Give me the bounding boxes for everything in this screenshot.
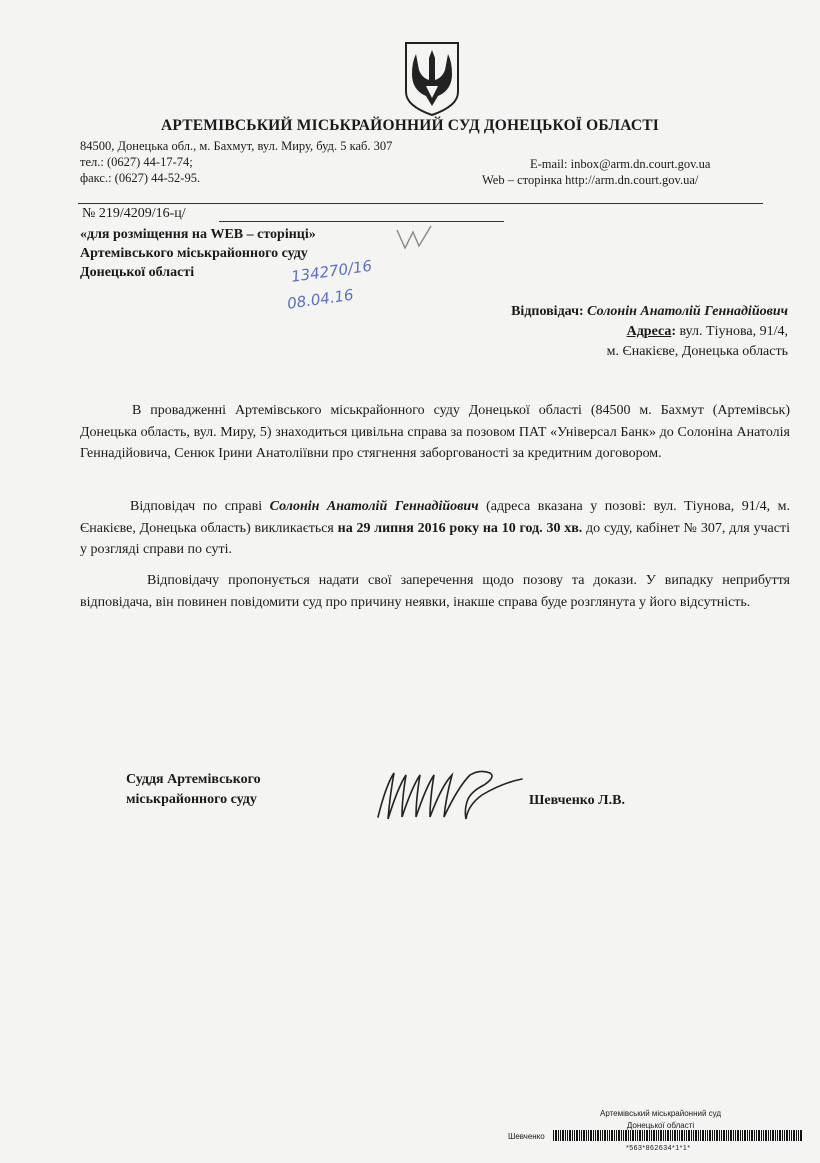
judge-title-line2: міськрайонного суду bbox=[126, 792, 257, 807]
court-fax: факс.: (0627) 44-52-95. bbox=[80, 171, 201, 185]
respondent-block bbox=[511, 302, 788, 362]
respondent-label: Відповідач: bbox=[511, 304, 584, 319]
summons-location: до суду, кабінет № 307, для участі у розгляді справи по суті. bbox=[80, 520, 790, 557]
case-number: № 219/4209/16-ц/ bbox=[82, 206, 186, 221]
incoming-stamp-date: 08.04.16 bbox=[286, 285, 355, 313]
paragraph-summons bbox=[80, 496, 790, 561]
court-email: E-mail: inbox@arm.dn.court.gov.ua bbox=[530, 157, 711, 171]
respondent-address-line2: м. Єнакієве, Донецька область bbox=[606, 344, 788, 359]
summons-respondent-name: Солонін Анатолій Геннадійович bbox=[269, 499, 479, 514]
court-website: Web – сторінка http://arm.dn.court.gov.ua/ bbox=[482, 173, 699, 187]
paragraph-instructions: Відповідачу пропонується надати свої заперечення щодо позову та докази. У випадку неприбуття відповідача, він повинен повідомити суд про причину неявки, інакше справа буде розглянута у його відсутність. bbox=[80, 573, 790, 610]
barcode-code: *563*862634*1*1* bbox=[626, 1145, 691, 1152]
barcode-icon bbox=[553, 1130, 803, 1141]
header-divider bbox=[78, 203, 763, 204]
web-placement-line1: «для розміщення на WEB – сторінці» bbox=[80, 227, 316, 242]
judge-name: Шевченко Л.В. bbox=[529, 793, 625, 808]
handwritten-signature bbox=[372, 765, 532, 825]
web-placement-line2: Артемівського міськрайонного суду bbox=[80, 246, 308, 261]
paragraph-case-description: В провадженні Артемівського міськрайонного суду Донецької області (84500 м. Бахмут (Артемівськ) Донецька область, вул. Миру, 5) знаходиться цивільна справа за позовом ПАТ «Універсал Банк» до Солоніна Анатолія Геннадійовича, Сенюк Ірини Анатоліївни про стягнення заборгованості за кредитним договором. bbox=[80, 403, 790, 461]
footer-name: Шевченко bbox=[508, 1132, 545, 1141]
respondent-line bbox=[511, 302, 788, 322]
respondent-address-street: вул. Тіунова, 91/4, bbox=[679, 324, 788, 339]
summons-address: (адреса вказана у позові: вул. Тіунова, 91/4, м. Єнакієве, Донецька область) викликається bbox=[80, 499, 790, 536]
respondent-name: Солонін Анатолій Геннадійович bbox=[587, 304, 788, 319]
handwritten-mark-icon bbox=[395, 222, 435, 254]
respondent-address-label: Адреса bbox=[626, 324, 672, 339]
coat-of-arms-icon bbox=[402, 40, 462, 118]
case-number-underline bbox=[219, 221, 504, 222]
summons-intro: Відповідач по справі bbox=[130, 499, 270, 514]
court-name: АРТЕМІВСЬКИЙ МІСЬКРАЙОННИЙ СУД ДОНЕЦЬКОЇ ОБЛАСТІ bbox=[160, 117, 660, 134]
web-placement-line3: Донецької області bbox=[80, 265, 195, 280]
court-phone: тел.: (0627) 44-17-74; bbox=[80, 155, 193, 169]
judge-title-line1: Суддя Артемівського bbox=[126, 772, 261, 787]
summons-datetime: на 29 липня 2016 року на 10 год. 30 хв. bbox=[337, 520, 583, 536]
footer-court-line2: Донецької області bbox=[626, 1121, 695, 1130]
web-placement-note bbox=[80, 225, 316, 282]
respondent-address-line1: Адреса: вул. Тіунова, 91/4, bbox=[626, 324, 788, 339]
incoming-stamp-number: 134270/16 bbox=[290, 256, 374, 286]
judge-title bbox=[126, 770, 261, 810]
court-address: 84500, Донецька обл., м. Бахмут, вул. Миру, буд. 5 каб. 307 bbox=[80, 139, 393, 153]
footer-court bbox=[600, 1108, 721, 1132]
footer-court-line1: Артемівський міськрайонний суд bbox=[600, 1109, 722, 1118]
